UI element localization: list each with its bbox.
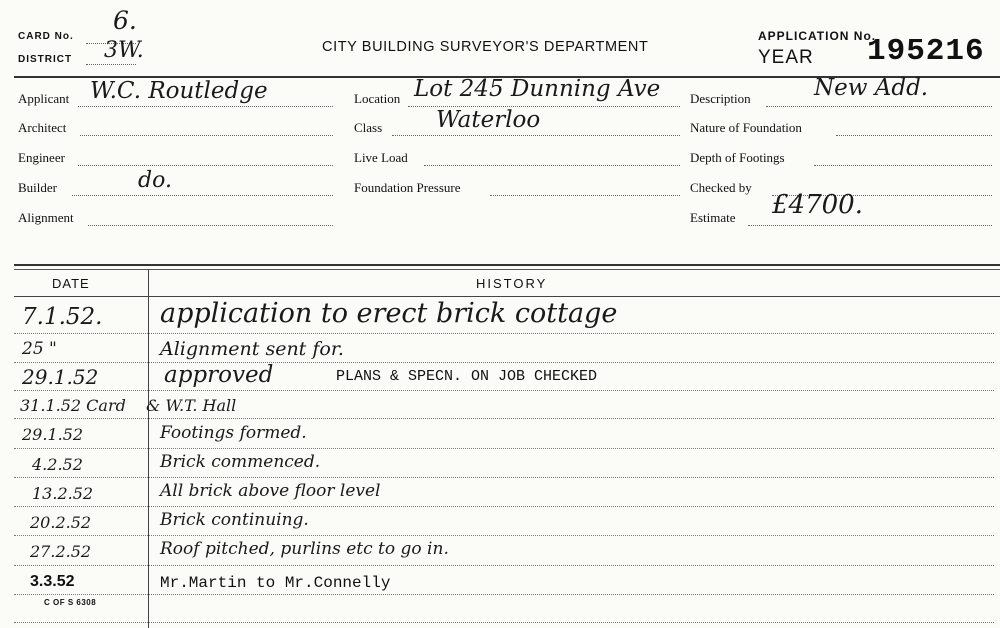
date-column-header: DATE <box>52 276 90 291</box>
card-no-label: CARD No. <box>18 31 74 42</box>
live-load-label: Live Load <box>354 150 408 165</box>
description-value: New Add. <box>814 75 929 101</box>
class-value: Waterloo <box>436 107 541 133</box>
engineer-label: Engineer <box>18 150 65 165</box>
foundation-pressure-label: Foundation Pressure <box>354 180 461 195</box>
card-no-value: 6. <box>113 6 137 35</box>
history-row-entry: Alignment sent for. <box>160 338 344 360</box>
district-value: 3W. <box>104 38 144 63</box>
history-row-entry: Brick commenced. <box>160 452 321 472</box>
nature-of-foundation-label: Nature of Foundation <box>690 120 802 135</box>
description-label: Description <box>690 91 751 106</box>
history-row-entry: Brick continuing. <box>160 510 309 530</box>
history-row-entry: application to erect brick cottage <box>160 298 618 329</box>
estimate-value: £4700. <box>772 190 863 220</box>
history-row-date: 3.3.52 <box>30 573 75 590</box>
table-top-rule <box>14 264 1000 266</box>
department-title: CITY BUILDING SURVEYOR'S DEPARTMENT <box>322 39 649 55</box>
history-row-date: 13.2.52 <box>32 484 94 503</box>
applicant-value: W.C. Routledge <box>90 78 268 104</box>
builder-value: do. <box>138 168 172 193</box>
alignment-label: Alignment <box>18 210 74 225</box>
history-row-date: 31.1.52 Card <box>20 396 126 415</box>
history-row-entry: Footings formed. <box>160 423 307 443</box>
application-number: 195216 <box>867 34 985 69</box>
history-column-header: HISTORY <box>476 276 548 291</box>
history-row-date: 20.2.52 <box>30 513 92 532</box>
history-row-date: 4.2.52 <box>32 455 83 474</box>
history-row-entry: approved <box>164 362 274 388</box>
district-label: DISTRICT <box>18 54 73 65</box>
history-row-typed: PLANS & SPECN. ON JOB CHECKED <box>336 368 598 385</box>
history-row-date: 7.1.52. <box>22 304 103 330</box>
depth-of-footings-label: Depth of Footings <box>690 150 785 165</box>
location-label: Location <box>354 91 401 106</box>
architect-label: Architect <box>18 120 67 135</box>
table-header-rule <box>14 296 1000 297</box>
estimate-label: Estimate <box>690 210 736 225</box>
history-row-entry: & W.T. Hall <box>146 396 237 415</box>
class-label: Class <box>354 120 383 135</box>
application-no-label: APPLICATION No. <box>758 29 877 43</box>
history-row-typed: Mr.Martin to Mr.Connelly <box>160 574 391 592</box>
history-row-date: 27.2.52 <box>30 542 92 561</box>
applicant-label: Applicant <box>18 91 70 106</box>
form-code: C OF S 6308 <box>44 598 97 607</box>
history-row-date: 29.1.52 <box>22 425 84 444</box>
history-row-entry: All brick above floor level <box>160 481 381 501</box>
history-row-entry: Roof pitched, purlins etc to go in. <box>160 539 449 559</box>
checked-by-label: Checked by <box>690 180 752 195</box>
builder-label: Builder <box>18 180 57 195</box>
history-row-date: 25 " <box>22 339 57 359</box>
year-label: YEAR <box>758 47 814 68</box>
history-row-date: 29.1.52 <box>22 365 99 389</box>
location-value: Lot 245 Dunning Ave <box>414 76 661 102</box>
